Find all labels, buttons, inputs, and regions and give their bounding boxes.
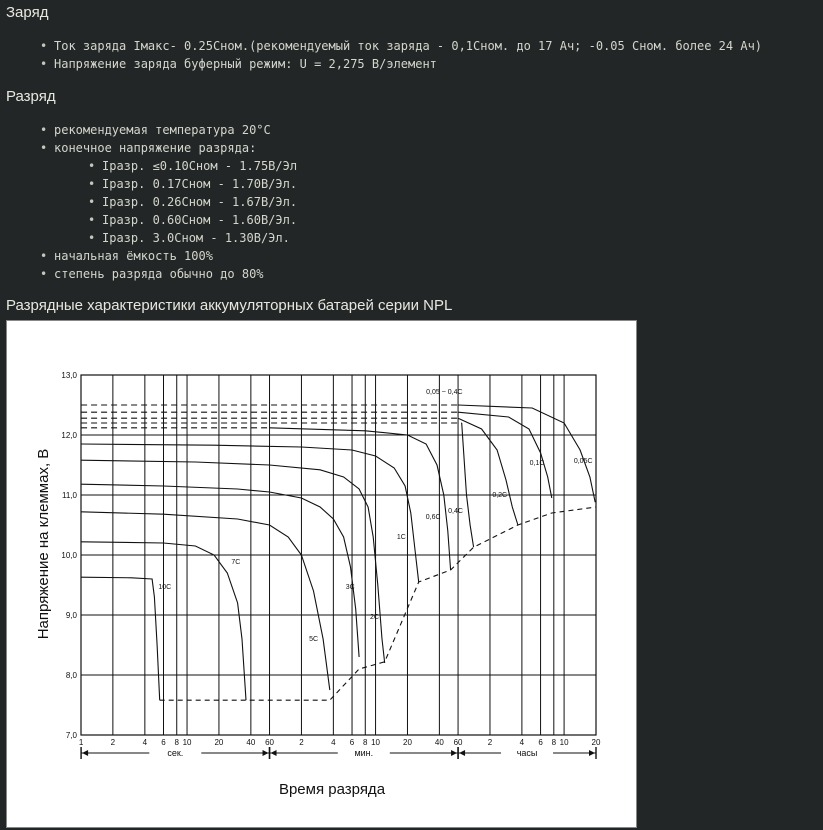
x-tick-label: 4 [519,738,525,747]
figure-border [7,321,637,828]
series-label: 5C [309,636,319,643]
series-line [458,405,595,502]
chart-curves [81,405,596,700]
chart-heading: Разрядные характеристики аккумуляторных батарей серии NPL [6,297,453,314]
series-label: 3C [345,584,355,591]
x-tick-label: 20 [591,738,601,747]
y-tick-labels [61,371,77,740]
list-item: • Iразр. 0.26Cном - 1.67В/Эл. [88,193,297,211]
x-tick-label: 10 [559,738,569,747]
chart-figure [6,320,637,828]
series-line [81,512,330,690]
series-label: 10C [158,584,172,591]
x-axis-label: Время разряда [278,781,386,798]
x-tick-label: 60 [265,738,274,747]
x-tick-label: 8 [363,738,368,747]
list-item: • Iразр. ≤0.10Cном - 1.75В/Эл [88,157,297,175]
list-item: • начальная ёмкость 100% [40,247,264,265]
end-voltage-line [160,507,596,700]
unit-label: сек. [167,748,184,758]
list-item: • Напряжение заряда буферный режим: U = 2,275 В/элемент [40,55,762,73]
list-item: • степень разряда обычно до 80% [40,265,264,283]
series-line [462,423,474,547]
y-tick-label: 12,0 [61,431,77,440]
x-tick-label: 8 [551,738,557,747]
unit-label: часы [516,748,538,758]
list-item: • Iразр. 0.17Cном - 1.70В/Эл. [88,175,297,193]
x-tick-label: 40 [434,738,444,747]
discharge-list [40,121,271,157]
x-tick-label: 60 [453,738,463,747]
x-tick-label: 1 [78,738,84,747]
x-tick-label: 2 [110,738,116,747]
series-label: 1C [396,534,406,541]
series-label: 0,1C [529,460,545,467]
list-item: • Iразр. 3.0Cном - 1.30В/Эл. [88,229,297,247]
x-tick-label: 2 [299,738,304,747]
series-line [81,484,359,657]
series-line [458,418,518,525]
unit-arrow [263,750,269,756]
y-tick-label: 8,0 [65,671,77,680]
x-tick-label: 4 [142,738,148,747]
series-label: 0,2C [492,492,508,499]
unit-arrow [589,750,595,756]
x-tick-label: 2 [487,738,493,747]
unit-label: мин. [354,748,374,758]
series-label: 7C [231,559,241,566]
x-tick-label: 8 [174,738,179,747]
list-item: • Iразр. 0.60Cном - 1.60В/Эл. [88,211,297,229]
series-label: 2C [369,614,379,621]
y-tick-label: 10,0 [61,551,77,560]
unit-arrow [271,750,277,756]
series-label: 0,4C [448,508,463,515]
y-tick-label: 7,0 [65,731,77,740]
list-item: • Ток заряда Iмакс- 0.25Cном.(рекомендуемый ток заряда - 0,1Cном. до 17 Ач; -0.05 Cном. более 24 Ач) [40,37,762,55]
series-label: 0,6C [425,514,441,521]
series-label: 0,05C [573,458,593,465]
chart-annotation: 0,05 ~ 0,4C [426,389,463,396]
x-tick-label: 40 [246,738,256,747]
unit-arrow [459,750,465,756]
x-tick-label: 20 [214,738,224,747]
series-line [81,577,160,700]
discharge-heading: Разряд [6,88,56,105]
unit-arrow [82,750,88,756]
y-tick-label: 13,0 [61,371,77,380]
end-voltage-sublist [88,157,297,247]
charge-heading: Заряд [6,4,49,21]
x-unit-brackets [81,747,596,759]
list-item: • рекомендуемая температура 20°C [40,121,271,139]
x-tick-label: 10 [182,738,192,747]
y-tick-label: 9,0 [65,611,77,620]
x-tick-labels [79,738,601,747]
x-tick-label: 6 [349,738,355,747]
charge-list [40,37,762,73]
discharge-chart [6,320,637,828]
x-tick-label: 6 [538,738,543,747]
y-tick-label: 11,0 [62,491,77,500]
unit-arrow [451,750,457,756]
list-item: • конечное напряжение разряда: [40,139,271,157]
x-tick-label: 4 [331,738,336,747]
x-tick-label: 10 [371,738,381,747]
x-tick-label: 20 [403,738,412,747]
x-tick-label: 6 [161,738,166,747]
y-axis-label: Напряжение на клеммах, В [35,448,52,640]
discharge-list-bottom [40,247,264,283]
